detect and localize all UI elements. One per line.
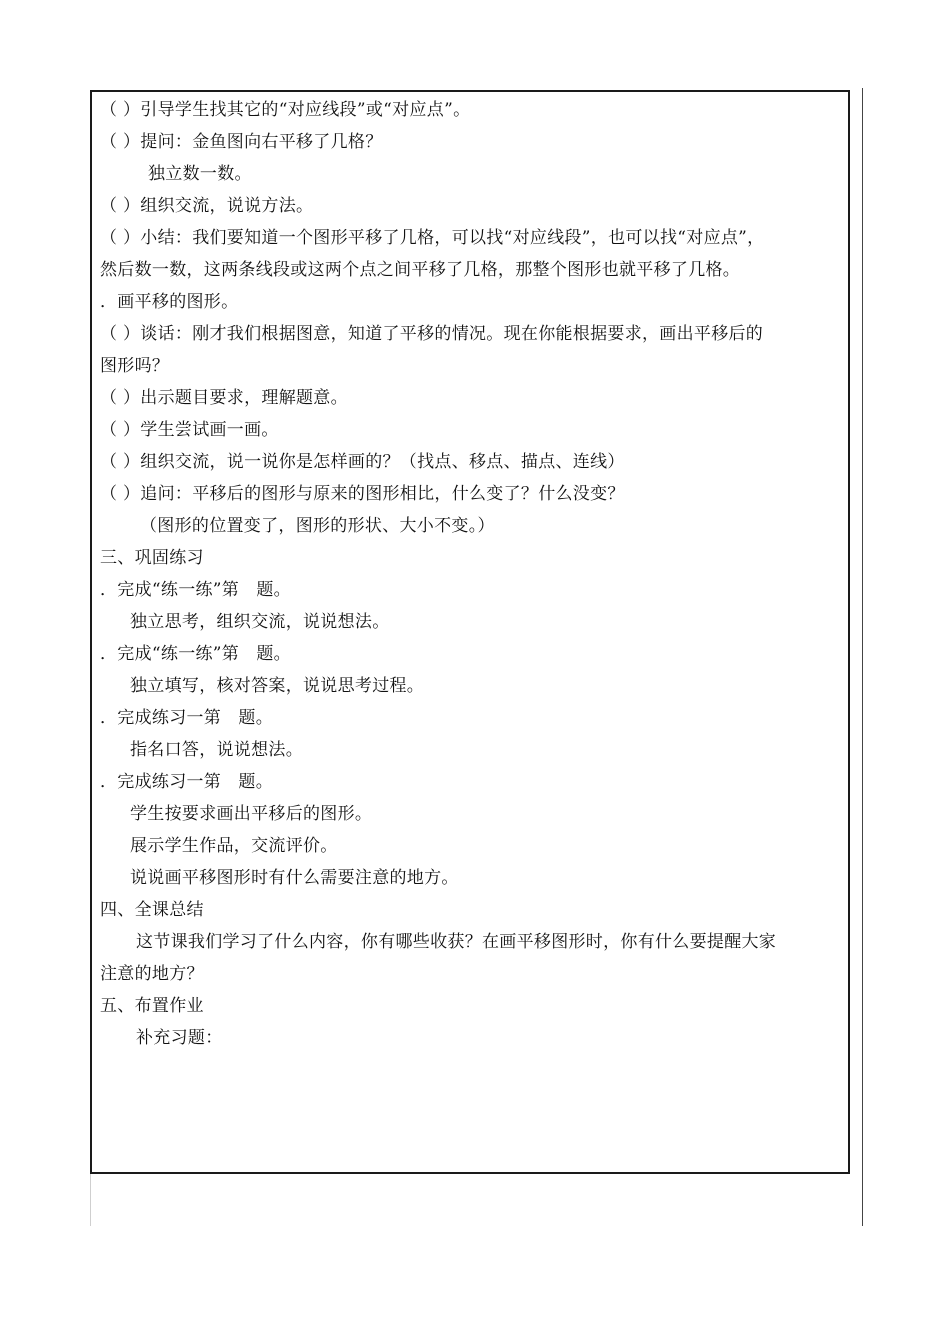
section-heading: 三、巩固练习 (100, 548, 204, 568)
text-line: 图形吗？ (100, 356, 170, 376)
text-line: （ ）组织交流，说说方法。 (100, 196, 314, 216)
text-line: 说说画平移图形时有什么需要注意的地方。 (130, 868, 459, 888)
text-line: （ ）组织交流，说一说你是怎样画的？（找点、移点、描点、连线） (100, 452, 625, 472)
text-line: 独立填写，核对答案，说说思考过程。 (130, 676, 425, 696)
section-heading: 四、全课总结 (100, 900, 204, 920)
text-line: ．完成“练一练”第 题。 (100, 580, 291, 600)
text-line: （ ）提问：金鱼图向右平移了几格？ (100, 132, 383, 152)
text-line: 然后数一数，这两条线段或这两个点之间平移了几格，那整个图形也就平移了几格。 (100, 260, 741, 280)
text-line: 独立思考，组织交流，说说想法。 (130, 612, 390, 632)
text-line: （ ）出示题目要求，理解题意。 (100, 388, 348, 408)
text-line: ．完成练习一第 题。 (100, 708, 273, 728)
text-line: 学生按要求画出平移后的图形。 (130, 804, 373, 824)
text-line: （ ）谈话：刚才我们根据图意，知道了平移的情况。现在你能根据要求，画出平移后的 (100, 324, 764, 344)
section-heading: ．画平移的图形。 (100, 292, 239, 312)
text-line: 这节课我们学习了什么内容，你有哪些收获？在画平移图形时，你有什么要提醒大家 (136, 932, 777, 952)
table-border-left (90, 1174, 91, 1226)
section-heading: 五、布置作业 (100, 996, 204, 1016)
text-line: （ ）小结：我们要知道一个图形平移了几格，可以找“对应线段”，也可以找“对应点”， (100, 228, 765, 248)
text-line: 展示学生作品，交流评价。 (130, 836, 338, 856)
table-border-right (862, 88, 863, 1226)
text-line: 注意的地方？ (100, 964, 204, 984)
lesson-content (100, 94, 845, 1054)
text-line: ．完成“练一练”第 题。 (100, 644, 291, 664)
text-line: 补充习题： (136, 1028, 223, 1048)
text-line: ．完成练习一第 题。 (100, 772, 273, 792)
text-line: （ ）追问：平移后的图形与原来的图形相比，什么变了？什么没变？ (100, 484, 625, 504)
text-line: （ ）引导学生找其它的“对应线段”或“对应点”。 (100, 100, 471, 120)
text-line: （图形的位置变了，图形的形状、大小不变。） (140, 516, 495, 536)
text-line: 独立数一数。 (148, 164, 252, 184)
text-line: 指名口答，说说想法。 (130, 740, 303, 760)
text-line: （ ）学生尝试画一画。 (100, 420, 279, 440)
